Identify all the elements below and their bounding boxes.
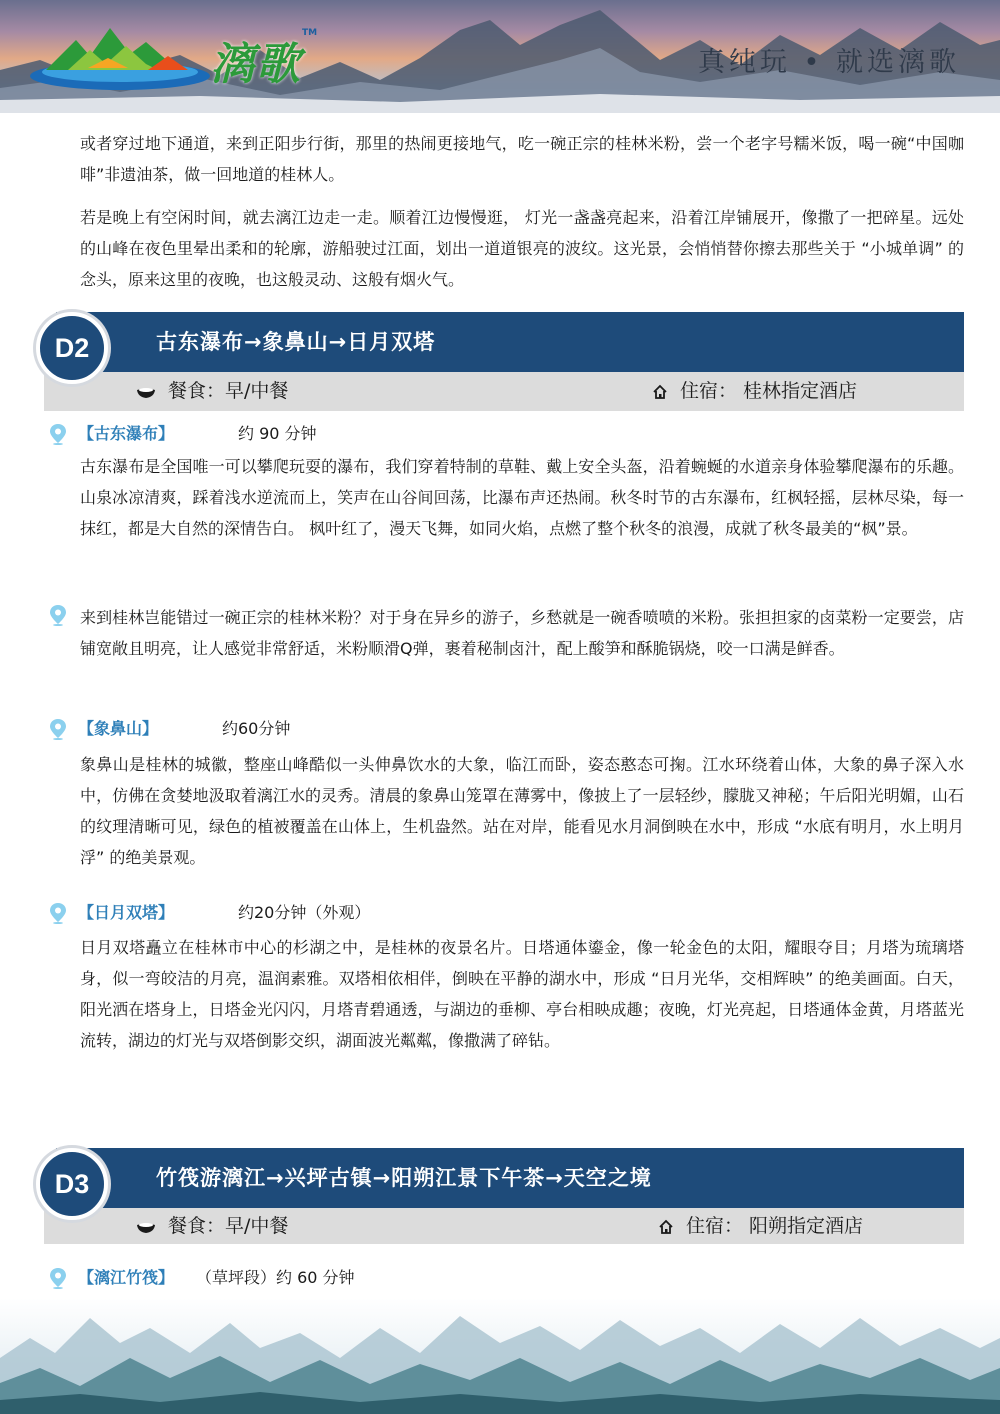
location-pin-icon — [48, 423, 68, 445]
page-footer — [0, 1298, 1000, 1414]
hotel-label: 住宿： 阳朔指定酒店 — [686, 1215, 864, 1237]
day-badge: D2 — [36, 312, 108, 384]
hotel-label: 住宿： 桂林指定酒店 — [680, 380, 858, 402]
meal-label: 餐食：早/中餐 — [168, 380, 289, 402]
house-icon — [658, 1219, 674, 1235]
spot-name: 【象鼻山】 — [78, 719, 159, 738]
day-badge: D3 — [36, 1148, 108, 1220]
day-title-bar — [56, 312, 964, 372]
house-icon — [652, 384, 668, 400]
spot-heading — [48, 714, 448, 744]
spot-description: 来到桂林岂能错过一碗正宗的桂林米粉？对于身在异乡的游子，乡愁就是一碗香喷喷的米粉。张担担家的卤菜粉一定要尝，店铺宽敞且明亮，让人感觉非常舒适，米粉顺滑Q弹，裹着秘制卤汁，配上酸笋和酥脆锅烧，咬一口满是鲜香。 — [80, 608, 964, 658]
brand-name: 漓歌 — [210, 39, 302, 90]
spot-heading — [48, 1263, 548, 1293]
hotel-info — [658, 1208, 863, 1244]
page-header — [0, 0, 1000, 113]
day-title: 古东瀑布→象鼻山→日月双塔 — [156, 330, 436, 354]
spot-name: 【漓江竹筏】 — [78, 1268, 175, 1287]
spot-description: 象鼻山是桂林的城徽，整座山峰酷似一头伸鼻饮水的大象，临江而卧，姿态憨态可掬。江水环绕着山体，大象的鼻子深入水中，仿佛在贪婪地汲取着漓江水的灵秀。清晨的象鼻山笼罩在薄雾中，像披上了一层轻纱，朦胧又神秘；午后阳光明媚，山石的纹理清晰可见，绿色的植被覆盖在山体上，生机盎然。站在对岸，能看见水月洞倒映在水中，形成 “水底有明月，水上明月浮” 的绝美景观。 — [80, 755, 964, 867]
intro-paragraph-2: 若是晚上有空闲时间，就去漓江边走一走。顺着江边慢慢逛， 灯光一盏盏亮起来，沿着江岸铺展开，像撒了一把碎星。远处的山峰在夜色里晕出柔和的轮廓，游船驶过江面，划出一道道银亮的波纹。这光景，会悄悄替你擦去那些关于 “小城单调” 的念头，原来这里的夜晚，也这般灵动、这般有烟火气。 — [80, 208, 964, 289]
day-title: 竹筏游漓江→兴坪古镇→阳朔江景下午茶→天空之境 — [156, 1166, 652, 1190]
day-info-bar — [44, 1208, 964, 1244]
meal-info — [136, 1208, 288, 1244]
spot-heading — [48, 419, 448, 449]
meal-label: 餐食：早/中餐 — [168, 1215, 289, 1237]
hotel-info — [652, 372, 857, 411]
spot-duration: （草坪段）约 60 分钟 — [196, 1268, 355, 1287]
day-2-banner — [36, 312, 964, 412]
rice-bowl-icon — [136, 1220, 156, 1234]
day-title-bar — [56, 1148, 964, 1208]
location-pin-icon — [48, 902, 68, 924]
header-slogan: 真纯玩 • 就选漓歌 — [697, 47, 960, 78]
spot-description: 日月双塔矗立在桂林市中心的杉湖之中，是桂林的夜景名片。日塔通体鎏金，像一轮金色的太阳，耀眼夺目；月塔为琉璃塔身，似一弯皎洁的月亮，温润素雅。双塔相依相伴，倒映在平静的湖水中，形成 “日月光华，交相辉映” 的绝美画面。白天，阳光洒在塔身上，日塔金光闪闪，月塔青碧通透，与湖边的垂柳、亭台相映成趣；夜晚，灯光亮起，日塔通体金黄，月塔蓝光流转，湖边的灯光与双塔倒影交织，湖面波光粼粼，像撒满了碎钻。 — [80, 938, 964, 1050]
intro-paragraph-1: 或者穿过地下通道，来到正阳步行街，那里的热闹更接地气，吃一碗正宗的桂林米粉，尝一个老字号糯米饭，喝一碗“中国咖啡”非遗油茶，做一回地道的桂林人。 — [80, 134, 964, 184]
karst-landscape-image — [0, 1298, 1000, 1414]
spot-name: 【古东瀑布】 — [78, 424, 175, 443]
spot-duration: 约 90 分钟 — [238, 424, 317, 443]
spot-name: 【日月双塔】 — [78, 903, 175, 922]
rice-bowl-icon — [136, 385, 156, 399]
location-pin-icon — [48, 1267, 68, 1289]
spot-heading — [48, 898, 448, 928]
trademark-mark: TM — [302, 28, 318, 38]
meal-info — [136, 372, 288, 411]
day-3-banner — [36, 1148, 964, 1248]
spot-duration: 约20分钟（外观） — [238, 903, 371, 922]
spot-description: 古东瀑布是全国唯一可以攀爬玩耍的瀑布，我们穿着特制的草鞋、戴上安全头盔，沿着蜿蜒的水道亲身体验攀爬瀑布的乐趣。山泉冰凉清爽，踩着浅水逆流而上，笑声在山谷间回荡，比瀑布声还热闹。秋冬时节的古东瀑布，红枫轻摇，层林尽染，每一抹红，都是大自然的深情告白。 枫叶红了，漫天飞舞，如同火焰，点燃了整个秋冬的浪漫，成就了秋冬最美的“枫”景。 — [80, 457, 964, 538]
location-pin-icon — [48, 718, 68, 740]
spot-duration: 约60分钟 — [222, 719, 291, 738]
day-info-bar — [44, 372, 964, 411]
location-pin-icon — [48, 604, 68, 626]
